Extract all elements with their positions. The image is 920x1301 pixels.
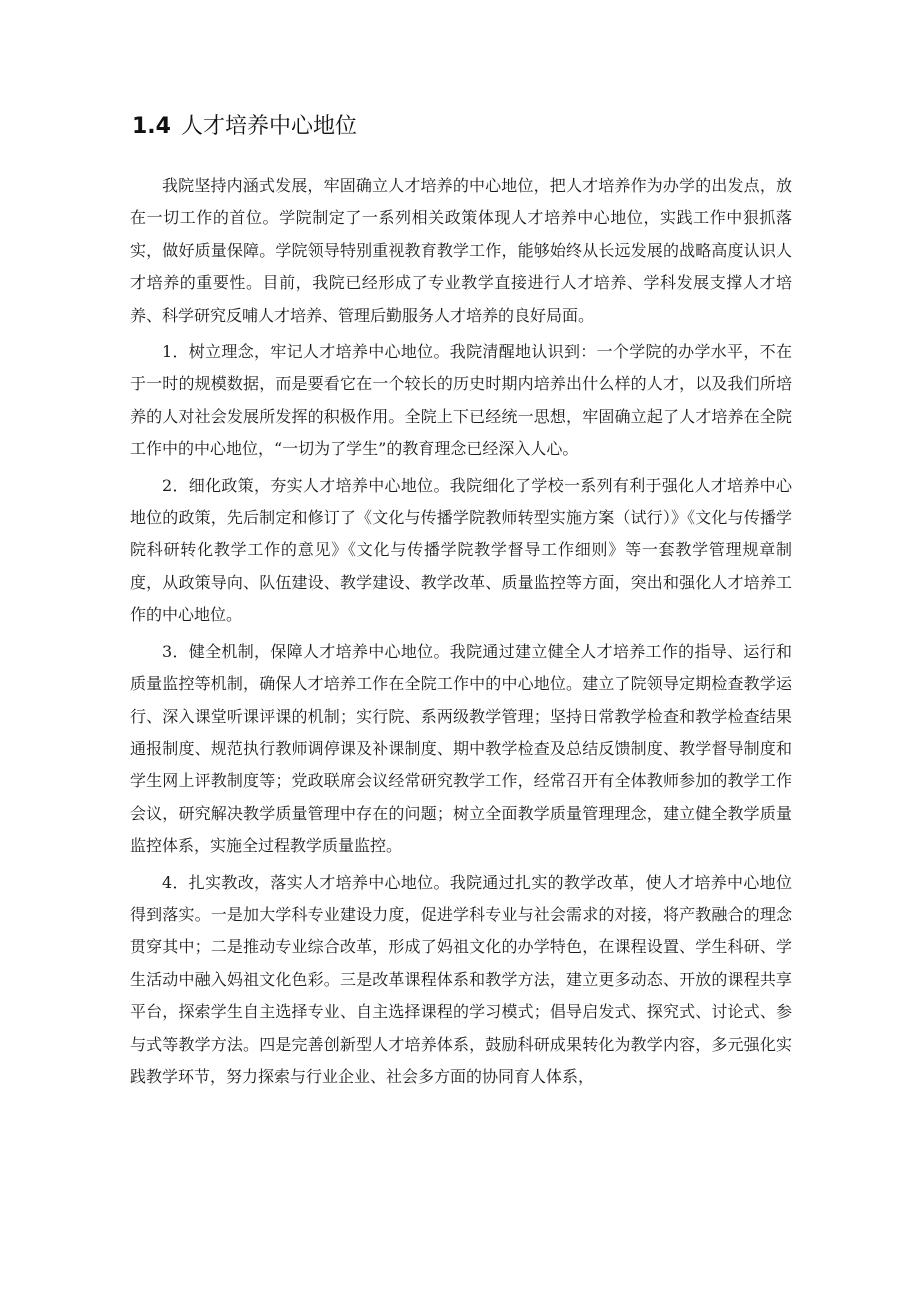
paragraph-intro: 我院坚持内涵式发展，牢固确立人才培养的中心地位，把人才培养作为办学的出发点，放在一切工作的首位。学院制定了一系列相关政策体现人才培养中心地位，实践工作中狠抓落实，做好质量保障。学院领导特别重视教育教学工作，能够始终从长远发展的战略高度认识人才培养的重要性。目前，我院已经形成了专业教学直接进行人才培养、学科发展支撑人才培养、科学研究反哺人才培养、管理后勤服务人才培养的良好局面。: [130, 176, 792, 325]
document-body: [130, 170, 792, 1097]
section-heading: [132, 112, 357, 142]
section-title: 人才培养中心地位: [180, 114, 357, 139]
paragraph-item-1: 1．树立理念，牢记人才培养中心地位。我院清醒地认识到：一个学院的办学水平，不在于一时的规模数据，而是要看它在一个较长的历史时期内培养出什么样的人才，以及我们所培养的人对社会发展所发挥的积极作用。全院上下已经统一思想，牢固确立起了人才培养在全院工作中的中心地位，“一切为了学生”的教育理念已经深入人心。: [130, 342, 792, 459]
paragraph-item-2: 2．细化政策，夯实人才培养中心地位。我院细化了学校一系列有利于强化人才培养中心地位的政策，先后制定和修订了《文化与传播学院教师转型实施方案（试行）》《文化与传播学院科研转化教学工作的意见》《文化与传播学院教学督导工作细则》等一套教学管理规章制度，从政策导向、队伍建设、教学建设、教学改革、质量监控等方面，突出和强化人才培养工作的中心地位。: [130, 475, 792, 625]
paragraph-item-3: 3．健全机制，保障人才培养中心地位。我院通过建立健全人才培养工作的指导、运行和质量监控等机制，确保人才培养工作在全院工作中的中心地位。建立了院领导定期检查教学运行、深入课堂听课评课的机制；实行院、系两级教学管理；坚持日常教学检查和教学检查结果通报制度、规范执行教师调停课及补课制度、期中教学检查及总结反馈制度、教学督导制度和学生网上评教制度等；党政联席会议经常研究教学工作，经常召开有全体教师参加的教学工作会议，研究解决教学质量管理中存在的问题；树立全面教学质量管理理念，建立健全教学质量监控体系，实施全过程教学质量监控。: [130, 641, 792, 856]
paragraph-item-4: 4．扎实教改，落实人才培养中心地位。我院通过扎实的教学改革，使人才培养中心地位得到落实。一是加大学科专业建设力度，促进学科专业与社会需求的对接，将产教融合的理念贯穿其中；二是推动专业综合改革，形成了妈祖文化的办学特色，在课程设置、学生科研、学生活动中融入妈祖文化色彩。三是改革课程体系和教学方法，建立更多动态、开放的课程共享平台，探索学生自主选择专业、自主选择课程的学习模式；倡导启发式、探究式、讨论式、参与式等教学方法。四是完善创新型人才培养体系，鼓励科研成果转化为教学内容，多元强化实践教学环节，努力探索与行业企业、社会多方面的协同育人体系，: [130, 872, 792, 1086]
section-number: 1.4: [132, 114, 171, 139]
